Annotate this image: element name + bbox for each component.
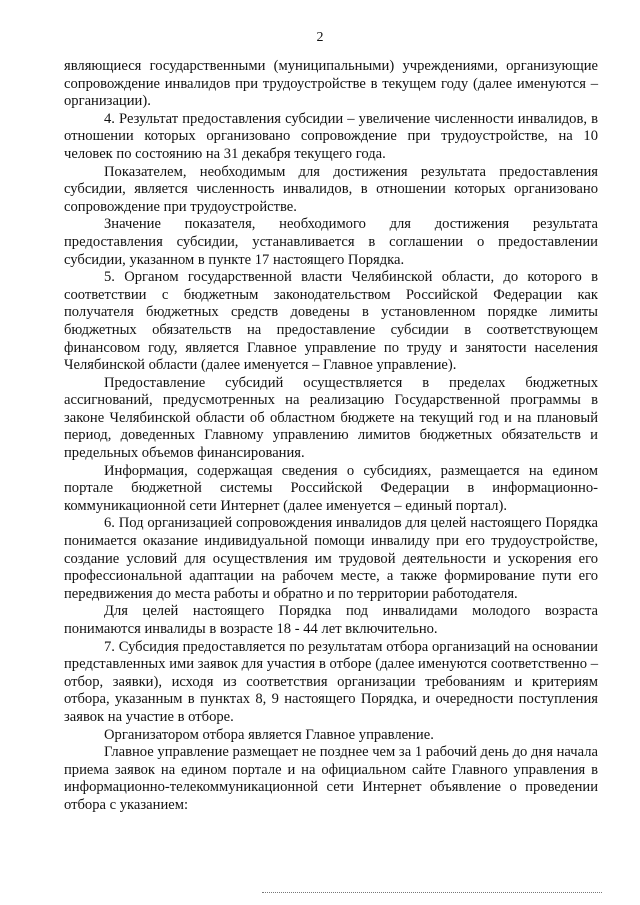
paragraph-continuation: являющиеся государственными (муниципальными) учреждениями, организующие сопровождение инвалидов при трудоустройстве в текущем году (далее именуются – организации). [64,58,598,110]
paragraph-young-age: Для целей настоящего Порядка под инвалидами молодого возраста понимаются инвалиды в возрасте 18 - 44 лет включительно. [64,603,598,637]
document-body [64,58,598,815]
paragraph-item-7-selection: 7. Субсидия предоставляется по результатам отбора организаций на основании представленных ими заявок для участия в отборе (далее именуются соответственно – отбор, заявки), исходя из соответствия организации требованиям и критериям отбора, указанным в пунктах 8, 9 настоящего Порядка, и очередности поступления заявок на участие в отборе. [64,638,598,725]
paragraph-announcement: Главное управление размещает не позднее чем за 1 рабочий день до дня начала приема заявок на едином портале и на официальном сайте Главного управления в информационно-телекоммуникационной сети Интернет объявление о проведении отбора с указанием: [64,744,598,813]
paragraph-item-6-definition: 6. Под организацией сопровождения инвалидов для целей настоящего Порядка понимается оказание индивидуальной помощи инвалиду при его трудоустройстве, создание условий для осуществления им трудовой деятельности и ускорения его профессиональной адаптации на рабочем месте, а также формирование пути его передвижения до места работы и обратно и по территории работодателя. [64,515,598,602]
footer-dotted-rule [262,892,602,893]
paragraph-organizer: Организатором отбора является Главное управление. [104,726,434,743]
page-number: 2 [316,30,324,45]
paragraph-portal-info: Информация, содержащая сведения о субсидиях, размещается на едином портале бюджетной системы Российской Федерации в информационно-коммуникационной сети Интернет (далее именуется – единый портал). [64,462,598,514]
paragraph-indicator-value: Значение показателя, необходимого для достижения результата предоставления субсидии, устанавливается в соглашении о предоставлении субсидии, указанном в пункте 17 настоящего Порядка. [64,216,598,268]
paragraph-indicator: Показателем, необходимым для достижения результата предоставления субсидии, является численность инвалидов, в отношении которых организовано сопровождение при трудоустройстве. [64,163,598,215]
paragraph-item-5-authority: 5. Органом государственной власти Челябинской области, до которого в соответствии с бюджетным законодательством Российской Федерации как получателя бюджетных средств доведены в установленном порядке лимиты бюджетных обязательств на предоставление субсидии в соответствующем финансовом году, является Главное управление по труду и занятости населения Челябинской области (далее именуется – Главное управление). [64,269,598,374]
paragraph-item-4-result: 4. Результат предоставления субсидии – увеличение численности инвалидов, в отношении которых организовано сопровождение при трудоустройстве, на 10 человек по состоянию на 31 декабря текущего года. [64,110,598,162]
paragraph-budget-allocations: Предоставление субсидий осуществляется в пределах бюджетных ассигнований, предусмотренных на реализацию Государственной программы в законе Челябинской области об областном бюджете на текущий год и на плановый период, доведенных Главному управлению лимитов бюджетных обязательств и предельных объемов финансирования. [64,374,598,462]
